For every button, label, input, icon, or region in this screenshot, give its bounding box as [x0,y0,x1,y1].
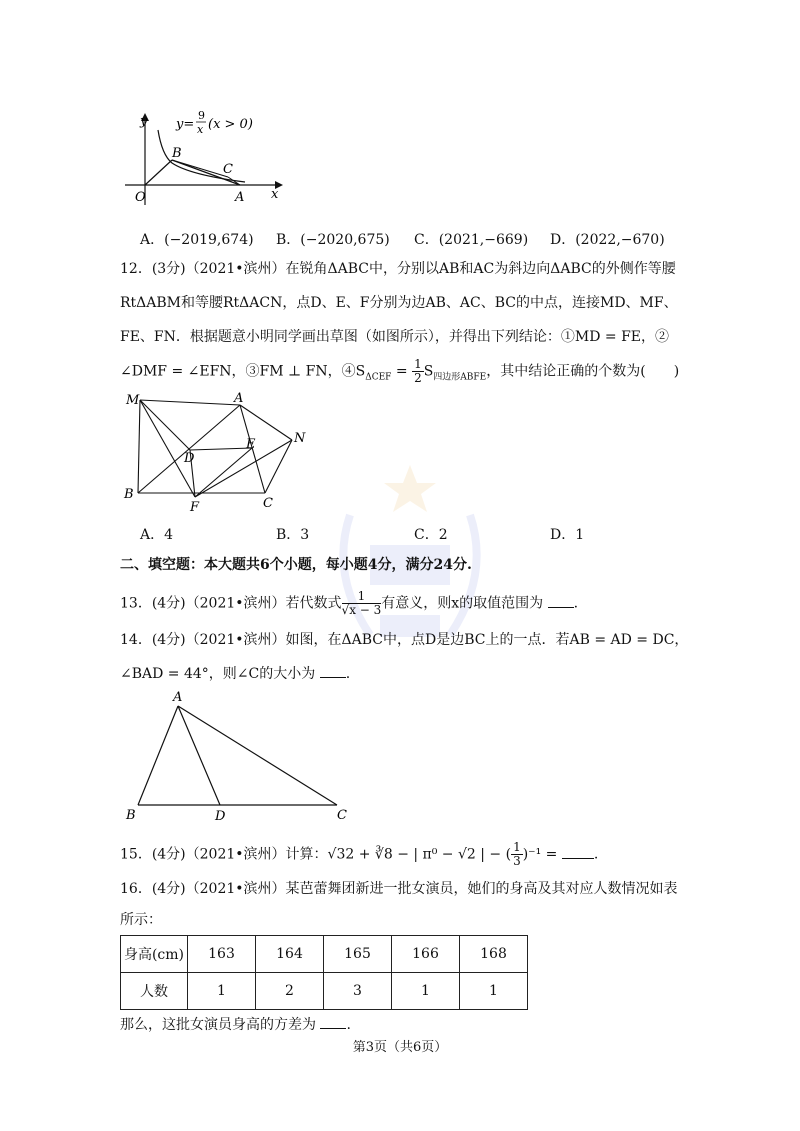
table-head-count: 人数 [121,973,188,1010]
func-label-post: (x > 0) [208,117,253,132]
func-label-pre: y= [176,117,195,132]
q12-option-a: A．4 [140,527,174,543]
q14-line1: 14．(4分)（2021•滨州）如图，在ΔABC中，点D是边BC上的一点．若AB = AD = DC， [120,632,689,648]
page-footer: 第3页（共6页） [352,1040,448,1055]
q16-line1: 16．(4分)（2021•滨州）某芭蕾舞团新进一批女演员，她们的身高及其对应人数情况如表 [120,881,678,897]
q12-option-b: B．3 [276,527,310,543]
q12-sub2: 四边形ABFE [433,372,487,383]
fig14-label-d: D [215,809,226,823]
q13-post: 有意义，则x的取值范围为 [381,595,544,612]
q12-eq: = [391,363,413,380]
table-head-height: 身高(cm) [121,936,188,973]
q12-line4b: ，其中结论正确的个数为( ) [486,363,680,380]
fig12-label-b: B [124,487,134,502]
q15-pre: 15．(4分)（2021•滨州）计算： [120,846,328,863]
q12-line3: FE、FN．根据题意小明同学画出草图（如图所示），并得出下列结论：①MD = FE，② [120,329,670,345]
table-row [121,973,528,1010]
table-cell: 1 [460,973,528,1010]
point-b-label: B [172,146,182,161]
q12-line4a: ∠DMF = ∠EFN，③FM ⊥ FN，④S [120,363,366,380]
q13-pre: 13．(4分)（2021•滨州）若代数式 [120,595,342,612]
table-row [121,936,528,973]
q11-option-d: D．(2022,−670) [550,232,665,248]
x-axis-label: x [271,187,279,202]
q13-blank [548,595,574,608]
fig12-label-n: N [294,431,306,446]
q12-option-c: C．2 [414,527,448,543]
q15-line: 15．(4分)（2021•滨州）计算：√32 + ∛8 − | π⁰ − √2 | − ( $\frac{1}{3}$ )⁻¹ = . [120,840,599,868]
fig14-label-a: A [173,690,183,705]
table-cell: 165 [324,936,392,973]
q13-line: 13．(4分)（2021•滨州）若代数式 $\frac{1}{√x - 3}$ 有意义，则x的取值范围为 . [120,589,579,617]
q11-option-b: B．(−2020,675) [276,232,390,248]
q12-fraction: $\frac{1}{2}$ [414,357,422,385]
y-axis-label: y [140,114,148,129]
q12-s: S [423,363,434,380]
table-cell: 1 [392,973,460,1010]
section-2-heading: 二、填空题：本大题共6个小题，每小题4分，满分24分. [120,557,472,573]
q12-figure [120,390,320,515]
q11-option-c: C．(2021,−669) [414,232,529,248]
q16-blank [320,1016,346,1029]
table-cell: 166 [392,936,460,973]
fig12-label-a: A [234,391,244,406]
q15-expr: √32 + ∛8 − | π⁰ − √2 | − ( [327,846,512,863]
q12-line2: RtΔABM和等腰RtΔACN，点D、E、F分别为边AB、AC、BC的中点，连接MD、MF、 [120,295,678,311]
table-cell: 2 [256,973,324,1010]
q12-sub1: ΔCEF [365,372,392,383]
table-cell: 164 [256,936,324,973]
q16-line2: 所示： [120,912,162,928]
point-a-label: A [235,190,245,205]
q11-option-a: A．(−2019,674) [140,232,254,248]
table-cell: 168 [460,936,528,973]
q15-expr2: )⁻¹ = [522,846,558,863]
q12-line4 [120,358,679,387]
q13-fraction: $\frac{1}{√x - 3}$ [341,589,382,617]
origin-label: O [135,190,146,205]
table-cell: 1 [188,973,256,1010]
fig14-label-c: C [337,808,347,823]
func-den: x [197,123,204,136]
q11-figure [120,105,290,215]
q14-figure [125,688,355,823]
fig12-label-m: M [126,393,140,408]
q14-blank [320,665,346,678]
table-cell: 3 [324,973,392,1010]
q12-option-d: D．1 [550,527,585,543]
fig12-label-f: F [190,500,200,515]
fig12-label-d: D [184,451,195,466]
q15-fraction: $\frac{1}{3}$ [513,840,521,868]
fig14-label-b: B [126,808,136,823]
q15-blank [562,846,594,859]
height-table [120,935,528,1010]
q12-line1: 12．(3分)（2021•滨州）在锐角ΔABC中，分别以AB和AC为斜边向ΔABC的外侧作等腰 [120,261,676,277]
q16-line3: 那么，这批女演员身高的方差为 . [120,1017,351,1033]
q14-line2: ∠BAD = 44°，则∠C的大小为 . [120,666,351,682]
point-c-label: C [223,162,233,177]
fig12-label-c: C [263,496,273,511]
func-num: 9 [198,109,205,122]
fig12-label-e: E [246,437,256,452]
table-cell: 163 [188,936,256,973]
